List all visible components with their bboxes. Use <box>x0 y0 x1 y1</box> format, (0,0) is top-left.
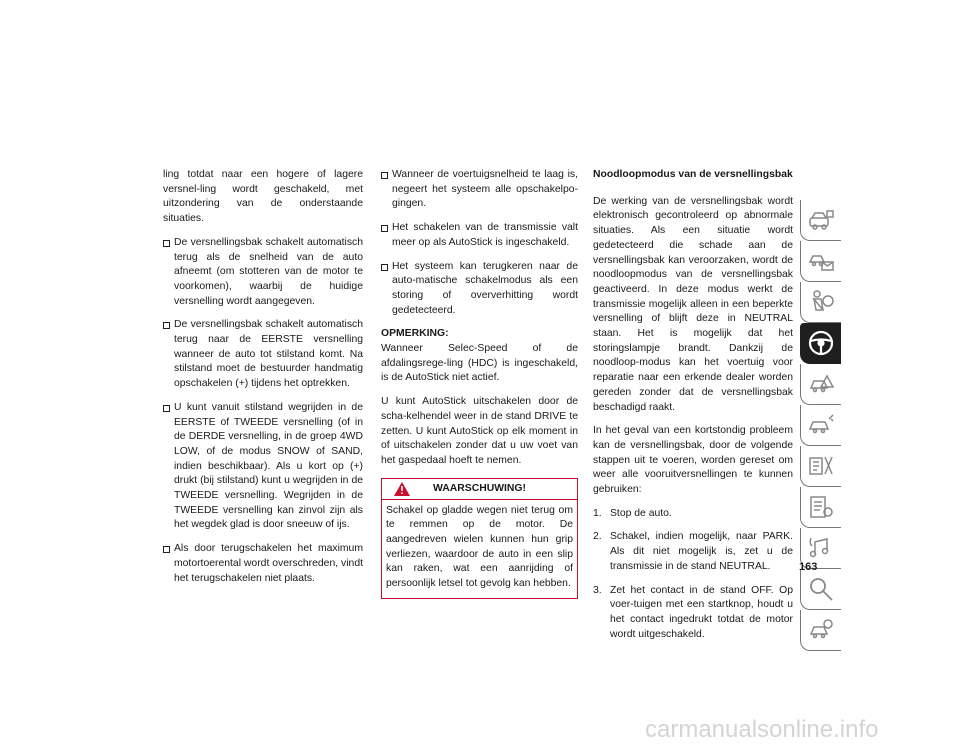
step-number: 3. <box>593 584 602 596</box>
warning-light-icon <box>807 370 835 398</box>
steps-list <box>593 507 793 643</box>
step-number: 1. <box>593 507 602 519</box>
specifications-icon <box>807 493 835 521</box>
tab-safety[interactable] <box>800 282 841 323</box>
note-title: OPMERKING: <box>381 328 449 340</box>
bullet-item: De versnellingsbak schakelt automatisch terug naar de EERSTE versnelling wanneer de auto tot stilstand komt. Na stilstand moet de bestuurder handmatig opschakelen (+) tijdens het optrekken. <box>163 318 363 392</box>
bullet-list-2 <box>381 168 578 318</box>
maintenance-tools-icon <box>807 452 835 480</box>
tab-languages[interactable] <box>800 610 841 651</box>
warning-triangle-icon <box>394 482 410 504</box>
watermark: carmanualsonline.info <box>645 716 879 743</box>
bullet-item: U kunt vanuit stilstand wegrijden in de EERSTE of TWEEDE versnelling (of in de DERDE versnelling, in de groep 4WD LOW, of de modus SNOW of SAND, indien beschikbaar). Als u kort op (+) drukt (bij stilstand) kunt u wegrijden in de TWEEDE versnelling. Wegrijden in de TWEEDE versnelling kan zinvol zijn als het wegdek glad is door sneeuw of ijs. <box>163 401 363 533</box>
step-number: 2. <box>593 531 602 543</box>
steering-wheel-icon <box>807 329 835 357</box>
bullet-item: Wanneer de voertuigsnelheid te laag is, negeert het systeem alle opschakelpo-gingen. <box>381 168 578 212</box>
step-item <box>593 530 793 574</box>
tab-index[interactable] <box>800 569 841 610</box>
limp-mode-paragraph: De werking van de versnellingsbak wordt elektronisch gecontroleerd op abnormale situaties. Als een situatie wordt gedetecteerd die schade aan de versnellingsbak kan veroorzaken, wordt de noodloopmodus van de versnellingsbak geactiveerd. In deze modus werkt de transmissie mogelijk alleen in een beperkte versnelling of blijft deze in NEUTRAL staan. Het is mogelijk dat het storingslampje brandt. Dankzij de noodloop-modus kan het voertuig voor reparatie naar een erkende dealer worden gereden zonder dat de versnellingsbak beschadigd raakt. <box>593 195 793 413</box>
step-item <box>593 584 793 643</box>
note <box>381 327 578 386</box>
tab-dashboard[interactable] <box>800 200 841 241</box>
language-index-icon <box>807 616 835 644</box>
tab-getting-started[interactable] <box>800 241 841 282</box>
seatbelt-airbag-icon <box>807 288 835 316</box>
bullet-list-1 <box>163 236 363 586</box>
car-service-icon <box>807 411 835 439</box>
search-icon <box>807 575 835 603</box>
warning-text: Schakel op gladde wegen niet terug om te remmen op de motor. De aangedreven wielen kunnen hun grip verliezen, waardoor de auto in een slip kan raken, wat een aanrijding of persoonlijk letsel tot gevolg kan hebben. <box>386 504 573 590</box>
car-dashboard-icon <box>807 206 835 234</box>
chapter-tabs <box>800 200 840 651</box>
column-3 <box>593 168 793 651</box>
tab-technical-specifications[interactable] <box>800 487 841 528</box>
car-mail-icon <box>807 247 835 275</box>
page-number: 163 <box>799 561 818 573</box>
step-text: Zet het contact in de stand OFF. Op voer-tuigen met een startknop, houdt u het contact ingedrukt totdat de motor wordt uitgeschakeld. <box>610 584 793 640</box>
note-text: Wanneer Selec-Speed of de afdalingsrege-ling (HDC) is ingeschakeld, is de AutoStick niet actief. <box>381 343 578 384</box>
warning-box <box>381 478 578 599</box>
intro-paragraph: ling totdat naar een hogere of lagere versnel-ling wordt geschakeld, met uitzondering van de onderstaande situaties. <box>163 169 363 225</box>
bullet-item: Het systeem kan terugkeren naar de auto-matische schakelmodus als een storing of oververhitting wordt gedetecteerd. <box>381 260 578 319</box>
tab-in-case-of-emergency[interactable] <box>800 405 841 446</box>
bullet-item: Als door terugschakelen het maximum motortoerental wordt overschreden, vindt het terugschakelen niet plaats. <box>163 542 363 586</box>
tab-warning-lights[interactable] <box>800 364 841 405</box>
section-heading: Noodloopmodus van de versnellingsbak <box>593 169 793 180</box>
tab-starting-operating[interactable] <box>800 323 841 364</box>
warning-title: WAARSCHUWING! <box>433 482 526 494</box>
bullet-item: Het schakelen van de transmissie valt meer op als AutoStick is ingeschakeld. <box>381 221 578 250</box>
step-text: Stop de auto. <box>610 507 672 519</box>
bullet-item: De versnellingsbak schakelt automatisch terug als de snelheid van de auto afneemt (om stotteren van de motor te voorkomen), waarbij de huidige versnelling wordt aangegeven. <box>163 236 363 310</box>
multimedia-icon <box>807 534 835 562</box>
step-item <box>593 507 793 522</box>
warning-header <box>382 479 577 500</box>
reset-paragraph: In het geval van een kortstondig probleem kan de versnellingsbak, door de volgende stappen uit te voeren, worden gereset om weer alle vooruitversnellingen te kunnen gebruiken: <box>593 425 793 496</box>
column-1 <box>163 168 363 595</box>
step-text: Schakel, indien mogelijk, naar PARK. Als dit niet mogelijk is, zet u de transmissie in de stand NEUTRAL. <box>610 531 793 572</box>
autostick-paragraph: U kunt AutoStick uitschakelen door de scha-kelhendel weer in de stand DRIVE te zetten. U kunt AutoStick op elk moment in of uitschakelen zonder dat u uw voet van het gaspedaal hoeft te nemen. <box>381 396 578 466</box>
column-2 <box>381 168 578 599</box>
tab-servicing-maintenance[interactable] <box>800 446 841 487</box>
